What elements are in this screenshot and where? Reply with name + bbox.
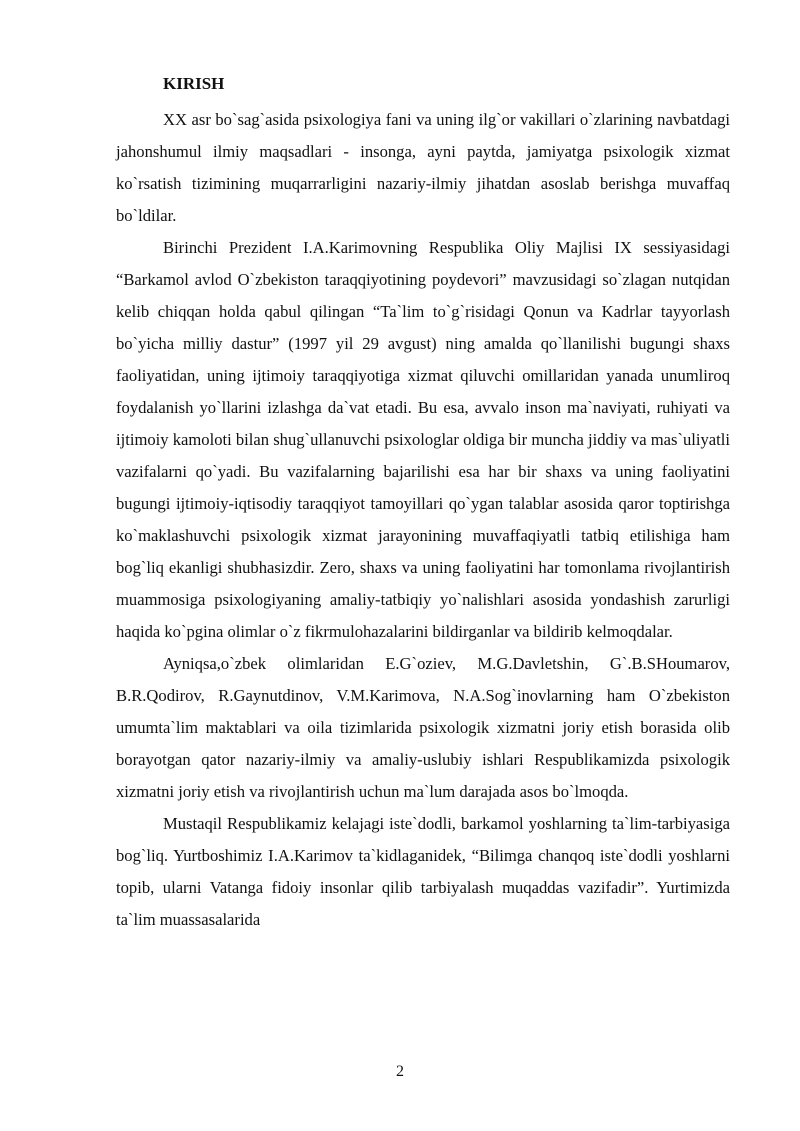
- section-heading: KIRISH: [163, 74, 225, 93]
- body-text: [116, 104, 730, 936]
- paragraph-4: Mustaqil Respublikamiz kelajagi iste`dodli, barkamol yoshlarning ta`lim-tarbiyasiga bog`liq. Yurtboshimiz I.A.Karimov ta`kidlaganidek, “Bilimga chanqoq iste`dodli yoshlarni topib, ularni Vatanga fidoiy insonlar qilib tarbiyalash muqaddas vazifadir”. Yurtimizda ta`lim muassasalarida: [116, 814, 730, 929]
- paragraph-1: XX asr bo`sag`asida psixologiya fani va uning ilg`or vakillari o`zlarining navbatdagi jahonshumul ilmiy maqsadlari - insonga, ayni paytda, jamiyatga psixologik xizmat ko`rsatish tizimining muqarrarligini nazariy-ilmiy jihatdan asoslab berishga muvaffaq bo`ldilar.: [116, 110, 730, 225]
- paragraph-2: Birinchi Prezident I.A.Karimovning Respublika Oliy Majlisi IX sessiyasidagi “Barkamol avlod O`zbekiston taraqqiyotining poydevori” mavzusidagi so`zlagan nutqidan kelib chiqqan holda qabul qilingan “Ta`lim to`g`risidagi Qonun va Kadrlar tayyorlash bo`yicha milliy dastur” (1997 yil 29 avgust) ning amalda qo`llanilishi bugungi shaxs faoliyatidan, uning ijtimoiy taraqqiyotiga xizmat qiluvchi omillaridan yanada unumliroq foydalanish yo`llarini izlashga da`vat etadi. Bu esa, avvalo inson ma`naviyati, ruhiyati va ijtimoiy kamoloti bilan shug`ullanuvchi psixologlar oldiga bir muncha jiddiy va mas`uliyatli vazifalarni qo`yadi. Bu vazifalarning bajarilishi esa har bir shaxs va uning faoliyatini bugungi ijtimoiy-iqtisodiy taraqqiyot tamoyillari qo`ygan talablar asosida qaror toptirishga ko`maklashuvchi psixologik xizmat jarayonining muvaffaqiyatli tatbiq etilishiga ham bog`liq ekanligi shubhasizdir. Zero, shaxs va uning faoliyatini har tomonlama rivojlantirish muammosiga psixologiyaning amaliy-tatbiqiy yo`nalishlari asosida yondashish zarurligi haqida ko`pgina olimlar o`z fikrmulohazalarini bildirganlar va bildirib kelmoqdalar.: [116, 238, 730, 641]
- paragraph-3: Ayniqsa,o`zbek olimlaridan E.G`oziev, M.G.Davletshin, G`.B.SHoumarov, B.R.Qodirov, R.Gaynutdinov, V.M.Karimova, N.A.Sog`inovlarning ham O`zbekiston umumta`lim maktablari va oila tizimlarida psixologik xizmatni joriy etish borasida olib borayotgan qator nazariy-ilmiy va amaliy-uslubiy ishlari Respublikamizda psixologik xizmatni joriy etish va rivojlantirish uchun ma`lum darajada asos bo`lmoqda.: [116, 654, 730, 801]
- page-number: 2: [396, 1063, 404, 1080]
